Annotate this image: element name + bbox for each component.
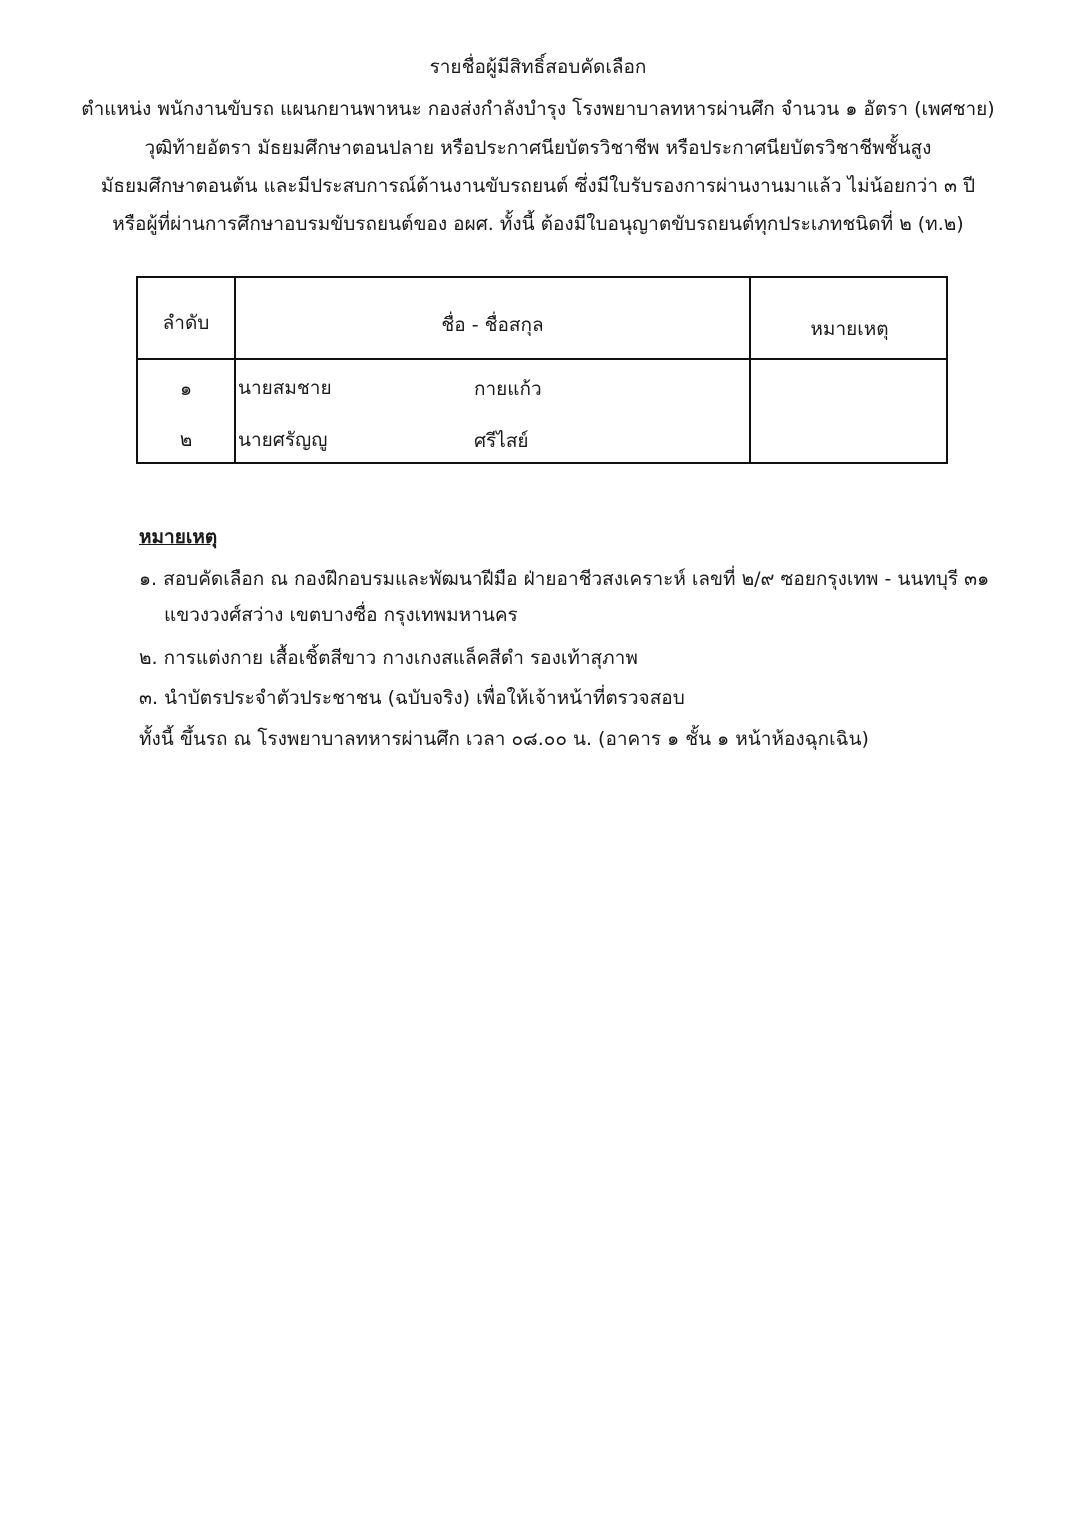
row-2-first-name: นายศรัญญู [238, 429, 328, 451]
candidate-table [136, 276, 948, 464]
row-1-last-name: กายแก้ว [474, 378, 542, 400]
notes-title: หมายเหตุ [139, 526, 218, 548]
header-order: ลำดับ [162, 312, 210, 334]
row-2-last-name: ศรีไสย์ [474, 430, 529, 452]
table-header-divider [138, 358, 946, 360]
table-divider-remark [749, 278, 751, 462]
header-name: ชื่อ - ชื่อสกุล [441, 314, 544, 336]
qualification-line-2: มัธยมศึกษาตอนต้น และมีประสบการณ์ด้านงานขับรถยนต์ ซึ่งมีใบรับรองการผ่านงานมาแล้ว ไม่น้อยกว่า ๓ ปี [100, 175, 976, 197]
row-2-order: ๒ [179, 429, 193, 451]
document-title: รายชื่อผู้มีสิทธิ์สอบคัดเลือก [429, 56, 647, 78]
row-1-first-name: นายสมชาย [238, 377, 332, 399]
header-remark: หมายเหตุ [810, 318, 889, 340]
note-item-3: ๓. นำบัตรประจำตัวประชาชน (ฉบับจริง) เพื่อให้เจ้าหน้าที่ตรวจสอบ [139, 687, 685, 709]
position-line: ตำแหน่ง พนักงานขับรถ แผนกยานพาหนะ กองส่งกำลังบำรุง โรงพยาบาลทหารผ่านศึก จำนวน ๑ อัตรา (เพศชาย) [81, 98, 995, 120]
row-1-order: ๑ [179, 378, 193, 400]
note-item-1-line-2: แขวงวงศ์สว่าง เขตบางซื่อ กรุงเทพมหานคร [164, 604, 518, 626]
qualification-line-3: หรือผู้ที่ผ่านการศึกษาอบรมขับรถยนต์ของ อผศ. ทั้งนี้ ต้องมีใบอนุญาตขับรถยนต์ทุกประเภทชนิดที่ ๒ (ท.๒) [112, 213, 964, 235]
qualification-line-1: วุฒิท้ายอัตรา มัธยมศึกษาตอนปลาย หรือประกาศนียบัตรวิชาชีพ หรือประกาศนียบัตรวิชาชีพชั้นสูง [144, 137, 932, 159]
note-item-1-line-1: ๑. สอบคัดเลือก ณ กองฝึกอบรมและพัฒนาฝีมือ ฝ่ายอาชีวสงเคราะห์ เลขที่ ๒/๙ ซอยกรุงเทพ - นนทบุรี ๓๑ [139, 568, 990, 590]
note-item-2: ๒. การแต่งกาย เสื้อเชิ้ตสีขาว กางเกงสแล็คสีดำ รองเท้าสุภาพ [139, 647, 638, 669]
notes-footer: ทั้งนี้ ขึ้นรถ ณ โรงพยาบาลทหารผ่านศึก เวลา ๐๘.๐๐ น. (อาคาร ๑ ชั้น ๑ หน้าห้องฉุกเฉิน) [139, 728, 869, 750]
table-divider-order [234, 278, 236, 462]
